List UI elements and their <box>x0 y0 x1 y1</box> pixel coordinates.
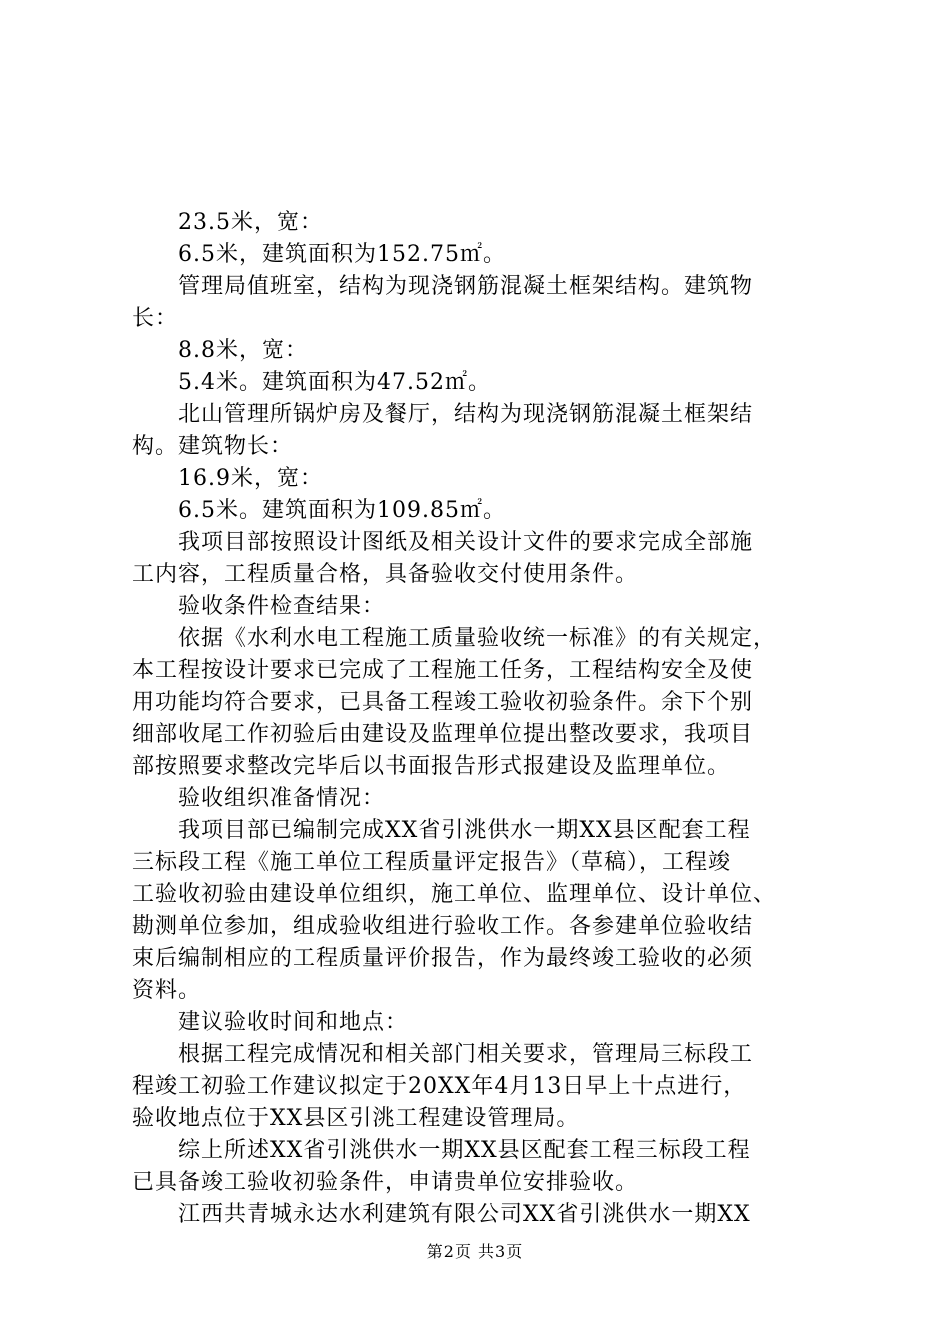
body-line: 建议验收时间和地点： <box>178 1010 409 1035</box>
body-line: 工内容，工程质量合格，具备验收交付使用条件。 <box>132 562 639 587</box>
body-line: 江西共青城永达水利建筑有限公司XX省引洮供水一期XX <box>178 1202 751 1227</box>
body-line: 我项目部按照设计图纸及相关设计文件的要求完成全部施 <box>178 530 754 555</box>
body-line: 束后编制相应的工程质量评价报告，作为最终竣工验收的必须 <box>132 946 754 971</box>
body-line: 细部收尾工作初验后由建设及监理单位提出整改要求，我项目 <box>132 722 754 747</box>
body-line: 验收条件检查结果： <box>178 594 386 619</box>
body-line: 8.8米，宽： <box>178 338 308 363</box>
page-footer: 第2页 共3页 <box>426 1242 524 1261</box>
body-line: 构。建筑物长： <box>132 434 294 459</box>
body-line: 我项目部已编制完成XX省引洮供水一期XX县区配套工程 <box>178 818 751 843</box>
body-line: 部按照要求整改完毕后以书面报告形式报建设及监理单位。 <box>132 754 731 779</box>
body-line: 资料。 <box>132 978 202 1003</box>
document-body <box>132 207 832 1231</box>
body-line: 验收地点位于XX县区引洮工程建设管理局。 <box>132 1106 580 1131</box>
body-line: 16.9米，宽： <box>178 466 323 491</box>
body-line: 23.5米，宽： <box>178 210 323 235</box>
body-line: 5.4米。建筑面积为47.52㎡。 <box>178 370 491 395</box>
body-line: 三标段工程《施工单位工程质量评定报告》（草稿），工程竣 <box>132 850 732 875</box>
body-line: 综上所述XX省引洮供水一期XX县区配套工程三标段工程 <box>178 1138 751 1163</box>
body-line: 6.5米。建筑面积为109.85㎡。 <box>178 498 506 523</box>
body-line: 依据《水利水电工程施工质量验收统一标准》的有关规定， <box>178 626 777 651</box>
body-line: 长： <box>132 306 179 331</box>
body-line: 验收组织准备情况： <box>178 786 386 811</box>
body-line: 程竣工初验工作建议拟定于20XX年4月13日早上十点进行， <box>132 1074 747 1099</box>
body-line: 6.5米，建筑面积为152.75㎡。 <box>178 242 506 267</box>
body-line: 工验收初验由建设单位组织，施工单位、监理单位、设计单位、 <box>132 882 777 907</box>
body-line: 勘测单位参加，组成验收组进行验收工作。各参建单位验收结 <box>132 914 754 939</box>
body-line: 北山管理所锅炉房及餐厅，结构为现浇钢筋混凝土框架结 <box>178 402 754 427</box>
body-line: 用功能均符合要求，已具备工程竣工验收初验条件。余下个别 <box>132 690 754 715</box>
body-line: 管理局值班室，结构为现浇钢筋混凝土框架结构。建筑物 <box>178 274 754 299</box>
body-line: 根据工程完成情况和相关部门相关要求，管理局三标段工 <box>178 1042 754 1067</box>
body-line: 本工程按设计要求已完成了工程施工任务，工程结构安全及使 <box>132 658 754 683</box>
body-line: 已具备竣工验收初验条件，申请贵单位安排验收。 <box>132 1170 639 1195</box>
